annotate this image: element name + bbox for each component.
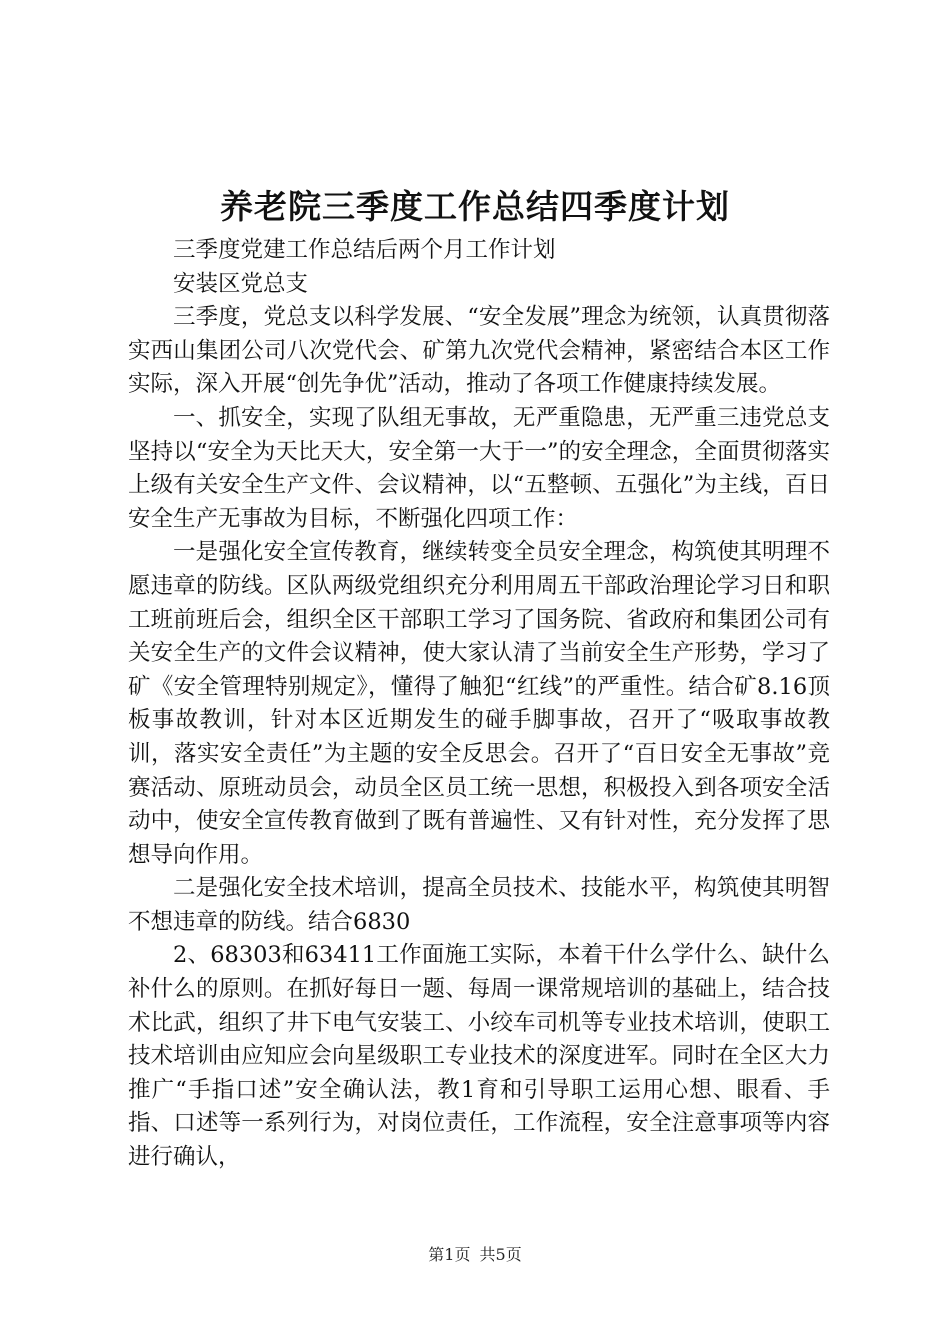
safety-education-paragraph: 一是强化安全宣传教育，继续转变全员安全理念，构筑使其明理不愿违章的防线。区队两级党组织充分利用周五干部政治理论学习日和职工班前班后会，组织全区干部职工学习了国务院、省政府和集团公司有关安全生产的文件会议精神，使大家认清了当前安全生产形势，学习了矿《安全管理特别规定》，懂得了触犯“红线”的严重性。结合矿8.16顶板事故教训，针对本区近期发生的碰手脚事故，召开了“吸取事故教训，落实安全责任”为主题的安全反思会。召开了“百日安全无事故”竞赛活动、原班动员会，动员全区员工统一思想，积极投入到各项安全活动中，使安全宣传教育做到了既有普遍性、又有针对性，充分发挥了思想导向作用。 <box>128 539 830 868</box>
subtitle-paragraph: 三季度党建工作总结后两个月工作计划 <box>173 237 556 263</box>
department-paragraph: 安装区党总支 <box>173 270 309 297</box>
page-footer <box>0 1244 950 1266</box>
page-number: 第1页 <box>428 1245 471 1264</box>
document-title: 养老院三季度工作总结四季度计划 <box>220 187 730 226</box>
safety-section-paragraph: 一、抓安全，实现了队组无事故，无严重隐患，无严重三违党总支坚持以“安全为天比天大，安全第一大于一”的安全理念，全面贯彻落实上级有关安全生产文件、会议精神，以“五整顿、五强化”为主线，百日安全生产无事故为目标，不断强化四项工作： <box>128 404 830 532</box>
document-body <box>128 234 830 1175</box>
technical-training-paragraph: 二是强化安全技术培训，提高全员技术、技能水平，构筑使其明智不想违章的防线。结合6830 <box>128 875 830 935</box>
page-total: 共5页 <box>479 1245 522 1264</box>
workface-paragraph: 2、68303和63411工作面施工实际，本着干什么学什么、缺什么补什么的原则。在抓好每日一题、每周一课常规培训的基础上，结合技术比武，组织了井下电气安装工、小绞车司机等专业技术培训，使职工技术培训由应知应会向星级职工专业技术的深度进军。同时在全区大力推广“手指口述”安全确认法，教1育和引导职工运用心想、眼看、手指、口述等一系列行为，对岗位责任，工作流程，安全注意事项等内容进行确认， <box>128 942 830 1171</box>
intro-paragraph: 三季度，党总支以科学发展、“安全发展”理念为统领，认真贯彻落实西山集团公司八次党代会、矿第九次党代会精神，紧密结合本区工作实际，深入开展“创先争优”活动，推动了各项工作健康持续发展。 <box>128 304 830 398</box>
